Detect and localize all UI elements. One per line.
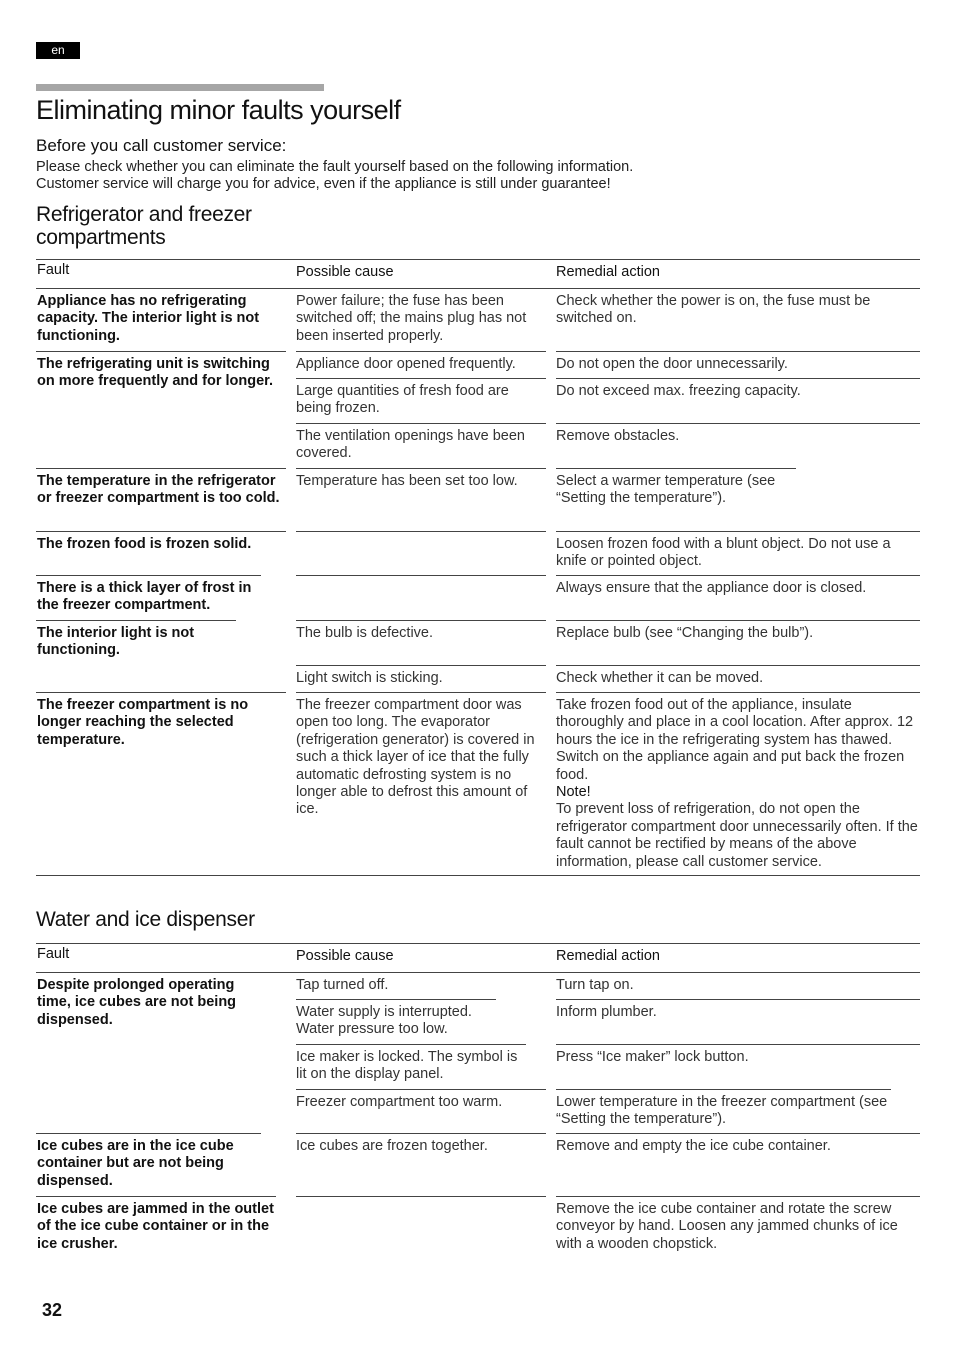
fault-cell: Appliance has no refrigerating capacity. The interior light is not functioning.	[36, 288, 286, 345]
table-header	[36, 259, 920, 289]
cause-cell: Power failure; the fuse has been switched off; the mains plug has not been inserted properly.	[296, 288, 546, 345]
fault-cell: The frozen food is frozen solid.	[36, 531, 286, 553]
title-rule	[36, 84, 324, 91]
section-heading-line-1: Refrigerator and freezer	[36, 203, 252, 226]
intro-line-1: Please check whether you can eliminate the fault yourself based on the following information.	[36, 159, 634, 175]
cause-cell: Large quantities of fresh food are being frozen.	[296, 378, 546, 418]
cause-cell: Ice maker is locked. The symbol is lit on the display panel.	[296, 1044, 526, 1084]
fault-cell: The freezer compartment is no longer reaching the selected temperature.	[36, 692, 286, 749]
cause-cell: Tap turned off.	[296, 972, 546, 994]
action-cell: Do not open the door unnecessarily.	[556, 351, 920, 373]
action-cell: Turn tap on.	[556, 972, 920, 994]
cause-cell: The freezer compartment door was open too long. The evaporator (refrigeration generator) is covered in such a thick layer of ice that the fully automatic defrosting system is no longer able to defrost this amount of ice.	[296, 692, 546, 819]
action-cell: Remove the ice cube container and rotate the screw conveyor by hand. Loosen any jammed chunks of ice with a wooden chopstick.	[556, 1196, 920, 1253]
fault-cell: Despite prolonged operating time, ice cubes are not being dispensed.	[36, 972, 261, 1029]
fault-cell: There is a thick layer of frost in the freezer compartment.	[36, 575, 261, 615]
header-cause: Possible cause	[296, 948, 394, 964]
cause-cell: The ventilation openings have been covered.	[296, 423, 546, 463]
page-number: 32	[42, 1300, 63, 1320]
intro-line-2: Customer service will charge you for advice, even if the appliance is still under guarantee!	[36, 176, 611, 192]
action-cell: Remove and empty the ice cube container.	[556, 1133, 920, 1155]
fault-cell: The temperature in the refrigerator or freezer compartment is too cold.	[36, 468, 286, 508]
table-bottom-rule	[36, 875, 920, 876]
cause-cell: Appliance door opened frequently.	[296, 351, 546, 373]
action-cell: Lower temperature in the freezer compartment (see “Setting the temperature”).	[556, 1089, 891, 1129]
fault-cell: The refrigerating unit is switching on more frequently and for longer.	[36, 351, 286, 391]
action-cell: Do not exceed max. freezing capacity.	[556, 378, 920, 400]
action-cell: Check whether the power is on, the fuse must be switched on.	[556, 288, 920, 328]
cause-cell: The bulb is defective.	[296, 620, 546, 642]
section-heading-water-ice: Water and ice dispenser	[36, 908, 255, 931]
cause-cell: Light switch is sticking.	[296, 665, 546, 687]
cause-cell: Temperature has been set too low.	[296, 468, 546, 490]
action-cell: Loosen frozen food with a blunt object. Do not use a knife or pointed object.	[556, 531, 920, 571]
action-cell: Check whether it can be moved.	[556, 665, 920, 687]
action-cell: Select a warmer temperature (see “Setting the temperature”).	[556, 468, 796, 508]
language-tag: en	[36, 42, 80, 59]
before-call-heading: Before you call customer service:	[36, 136, 287, 155]
fault-cell: The interior light is not functioning.	[36, 620, 236, 660]
cause-cell	[296, 575, 546, 580]
cause-cell: Water supply is interrupted. Water pressure too low.	[296, 999, 496, 1039]
section-heading-refrigerator	[36, 203, 336, 249]
fault-cell: Ice cubes are jammed in the outlet of the ice cube container or in the ice crusher.	[36, 1196, 276, 1253]
table-header	[36, 943, 920, 973]
intro-text	[36, 159, 633, 193]
header-action: Remedial action	[556, 948, 660, 964]
page-title: Eliminating minor faults yourself	[36, 95, 401, 125]
header-action: Remedial action	[556, 264, 660, 280]
cause-cell	[296, 1196, 546, 1201]
action-cell: Inform plumber.	[556, 999, 920, 1021]
fault-cell: Ice cubes are in the ice cube container but are not being dispensed.	[36, 1133, 261, 1190]
note-label: Note!	[556, 784, 591, 801]
section-heading-line-2: compartments	[36, 226, 166, 249]
header-cause: Possible cause	[296, 264, 394, 280]
cause-cell: Ice cubes are frozen together.	[296, 1133, 546, 1155]
action-cell: Press “Ice maker” lock button.	[556, 1044, 920, 1066]
cause-cell: Freezer compartment too warm.	[296, 1089, 546, 1111]
header-fault: Fault	[37, 262, 70, 278]
action-cell: Remove obstacles.	[556, 423, 920, 445]
note-text: To prevent loss of refrigeration, do not open the refrigerator compartment door unnecessarily often. If the fault cannot be rectified by means of the above information, please call customer service.	[556, 801, 918, 870]
action-cell	[556, 692, 920, 871]
header-fault: Fault	[37, 946, 70, 962]
action-cell: Replace bulb (see “Changing the bulb”).	[556, 620, 920, 642]
action-text: Take frozen food out of the appliance, insulate thoroughly and place in a cool location. After approx. 12 hours the ice in the refrigerating system has thawed. Switch on the appliance again and put back the frozen food.	[556, 697, 914, 783]
cause-cell	[296, 531, 546, 536]
action-cell: Always ensure that the appliance door is closed.	[556, 575, 920, 597]
